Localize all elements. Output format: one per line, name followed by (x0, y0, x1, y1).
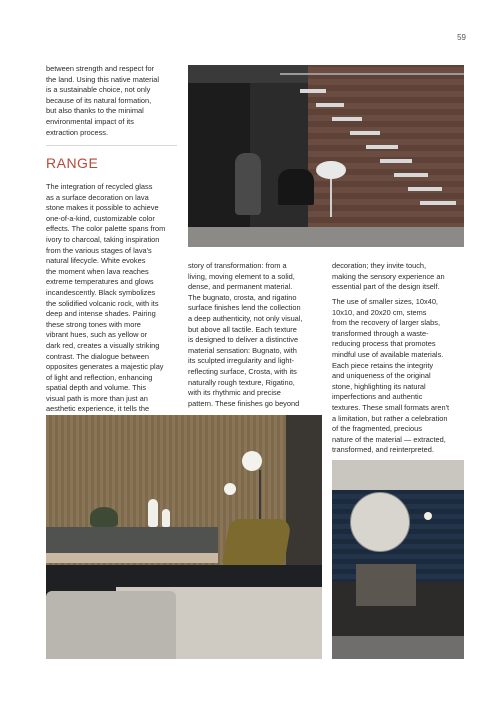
text-line: making the sensory experience an (332, 271, 445, 281)
text-line: extreme temperatures and glows (46, 277, 154, 287)
text-line: one-of-a-kind, customizable color (46, 213, 155, 223)
text-line: mindful use of available materials. (332, 349, 444, 359)
text-line: naturally rough texture, Rigatino, (188, 377, 295, 387)
page-number: 59 (457, 33, 466, 42)
text-line: from the recovery of larger slabs, (332, 318, 441, 328)
text-line: stone makes it possible to achieve (46, 203, 159, 213)
column-3-para-1 (332, 261, 468, 293)
text-line: vibrant hues, such as yellow or (46, 330, 148, 340)
text-line: and uniqueness of the original (332, 371, 431, 381)
text-line: surface finishes lend the collection (188, 303, 301, 313)
text-line: the moment when lava reaches (46, 266, 149, 276)
text-line: stone, highlighting its natural (332, 381, 426, 391)
text-line: living, moving element to a solid, (188, 271, 295, 281)
text-line: contrast. The dialogue between (46, 351, 149, 361)
text-line: a deep authenticity, not only visual, (188, 313, 303, 323)
text-line: environmental impact of its (46, 116, 134, 126)
text-line: imperfections and authentic (332, 392, 423, 402)
text-line: reflecting surface, Crosta, with its (188, 366, 297, 376)
text-line: between strength and respect for (46, 64, 155, 73)
text-line: natural lifecycle. White evokes (46, 256, 146, 266)
text-line: opposites generates a majestic play (46, 362, 164, 372)
living-room-photo (46, 415, 322, 659)
text-line: dark red, creates a visually striking (46, 340, 160, 350)
text-line: is a sustainable choice, not only (46, 85, 151, 95)
text-line: aesthetic experience, it tells the (46, 404, 150, 414)
text-line: but also thanks to the minimal (46, 106, 144, 116)
text-line: pattern. These finishes go beyond (188, 398, 300, 408)
text-line: reducing process that promotes (332, 339, 436, 349)
text-line: is designed to deliver a distinctive (188, 335, 299, 345)
text-line: incandescently. Black symbolizes (46, 287, 156, 297)
text-line: extraction process. (46, 127, 109, 137)
bathroom-photo (332, 460, 464, 659)
text-line: from the various stages of lava's (46, 245, 152, 255)
column-1-body (46, 182, 186, 415)
text-line: but above all tactile. Each texture (188, 324, 297, 334)
column-1-intro (46, 64, 186, 138)
column-3-para-2 (332, 297, 468, 456)
text-line: as a surface decoration on lava (46, 192, 149, 202)
text-line: Each piece retains the integrity (332, 360, 434, 370)
text-line: the land. Using this native material (46, 74, 159, 84)
text-line: transformed through a waste- (332, 328, 429, 338)
text-line: nature of the material — extracted, (332, 434, 446, 444)
text-line: visual path is more than just an (46, 393, 148, 403)
text-line: these strong tones with more (46, 319, 141, 329)
section-divider (46, 145, 177, 146)
text-line: essential part of the design itself. (332, 282, 440, 292)
text-line: with its rhythmic and precise (188, 388, 281, 398)
text-line: ivory to charcoal, taking inspiration (46, 234, 160, 244)
column-2-body (188, 261, 326, 409)
text-line: a limitation, but rather a celebration (332, 413, 448, 423)
text-line: 10x10, and 20x20 cm, stems (332, 307, 427, 317)
text-line: deep and intense shades. Pairing (46, 309, 156, 319)
text-line: of the fragmented, precious (332, 424, 422, 434)
text-line: of light and reflection, enhancing (46, 372, 153, 382)
text-line: The integration of recycled glass (46, 182, 153, 191)
text-line: material sensation: Bugnato, with (188, 345, 297, 355)
text-line: decoration; they invite touch, (332, 261, 427, 270)
text-line: dense, and permanent material. (188, 282, 293, 292)
text-line: The bugnato, crosta, and rigatino (188, 292, 297, 302)
text-line: The use of smaller sizes, 10x40, (332, 297, 438, 306)
text-line: its sculpted irregularity and light- (188, 356, 294, 366)
text-line: the solidified volcanic rock, with its (46, 298, 159, 308)
text-line: transformed, and reinterpreted. (332, 445, 434, 455)
text-line: story of transformation: from a (188, 261, 287, 270)
text-line: spatial depth and volume. This (46, 383, 147, 393)
text-line: effects. The color palette spans from (46, 224, 166, 234)
staircase-photo (188, 65, 464, 247)
section-heading: RANGE (46, 155, 99, 171)
text-line: textures. These small formats aren't (332, 402, 450, 412)
text-line: because of its natural formation, (46, 95, 152, 105)
